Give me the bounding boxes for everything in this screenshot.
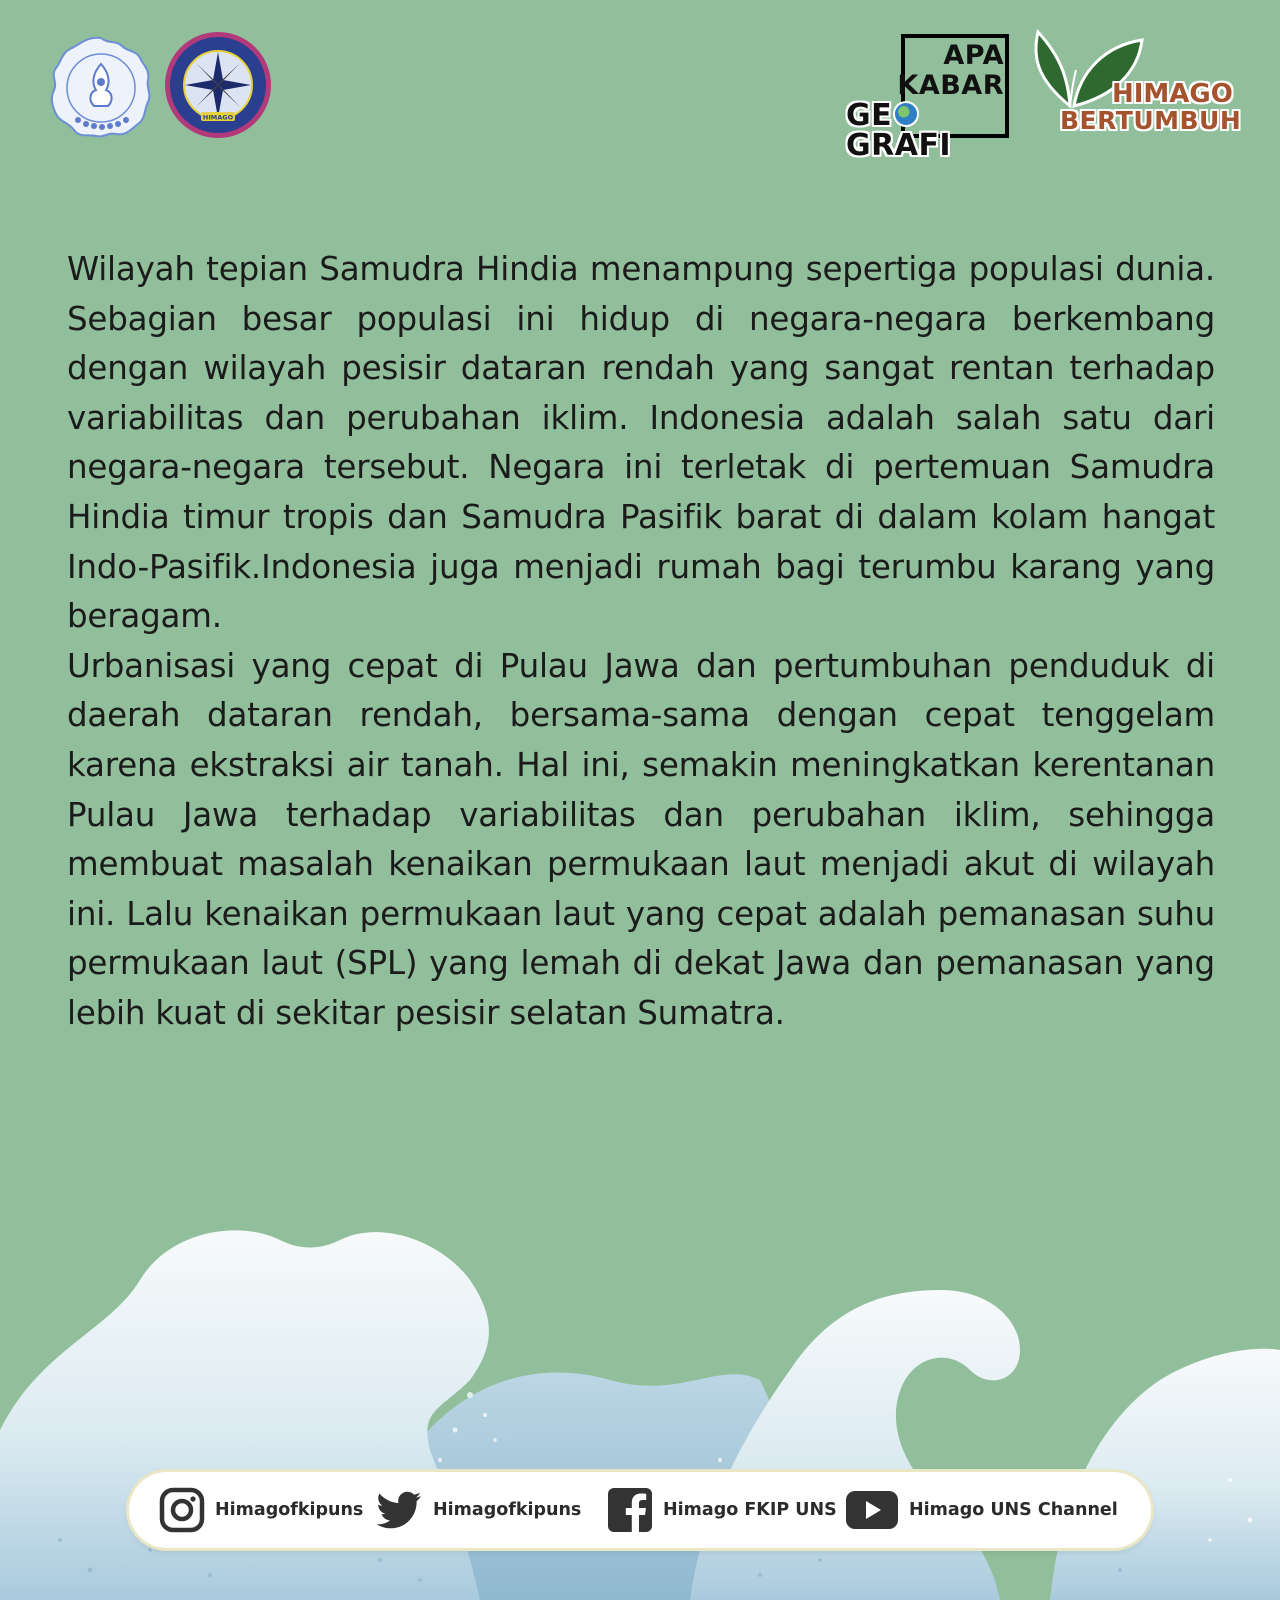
social-twitter[interactable] [377,1472,581,1548]
akg-geo-right: GRAFI [846,128,952,163]
social-instagram[interactable] [159,1472,363,1548]
akg-line-apa: APA [943,40,1004,71]
bertumbuh-line-bertumbuh: BERTUMBUH [1060,106,1242,135]
social-instagram-label: Himagofkipuns [215,1500,364,1520]
social-facebook[interactable] [607,1472,837,1548]
instagram-icon [159,1487,205,1533]
akg-line-geografi [846,98,1016,163]
social-twitter-label: Himagofkipuns [433,1500,582,1520]
youtube-icon [845,1487,899,1533]
bertumbuh-line-himago: HIMAGO [1112,79,1233,109]
svg-text:HIMAGO: HIMAGO [202,113,234,122]
social-youtube-label: Himago UNS Channel [909,1500,1118,1520]
social-youtube[interactable] [845,1472,1118,1548]
uns-logo [48,34,154,140]
globe-icon [893,101,919,127]
akg-line-kabar: KABAR [897,70,1004,101]
social-facebook-label: Himago FKIP UNS [663,1500,837,1520]
himago-logo [163,30,273,140]
apa-kabar-geografi-logo [846,32,1016,163]
twitter-icon [377,1487,423,1533]
university-seal-icon [48,34,154,140]
akg-geo-left: GE [846,98,893,133]
himago-bertumbuh-logo [1030,28,1242,140]
article-paragraph-2: Urbanisasi yang cepat di Pulau Jawa dan pertumbuhan penduduk di daerah dataran rendah, bersama-sama dengan cepat tenggelam karena ekstraksi air tanah. Hal ini, semakin meningkatkan kerentanan Pulau Jawa terhadap variabilitas dan perubahan iklim, sehingga membuat masalah kenaikan permukaan laut menjadi akut di wilayah ini. Lalu kenaikan permukaan laut yang cepat adalah pemanasan suhu permukaan laut (SPL) yang lemah di dekat Jawa dan pemanasan yang lebih kuat di sekitar pesisir selatan Sumatra. [67,646,1215,1032]
article-paragraph-1: Wilayah tepian Samudra Hindia menampung sepertiga populasi dunia. Sebagian besar populasi ini hidup di negara-negara berkembang dengan wilayah pesisir dataran rendah yang sangat rentan terhadap variabilitas dan perubahan iklim. Indonesia adalah salah satu dari negara-negara tersebut. Negara ini terletak di pertemuan Samudra Hindia timur tropis dan Samudra Pasifik barat di dalam kolam hangat Indo-Pasifik.Indonesia juga menjadi rumah bagi terumbu karang yang beragam. [67,250,1215,636]
compass-emblem-icon [163,30,273,140]
article-body [67,245,1215,1039]
facebook-icon [607,1487,653,1533]
social-media-bar [129,1472,1151,1548]
